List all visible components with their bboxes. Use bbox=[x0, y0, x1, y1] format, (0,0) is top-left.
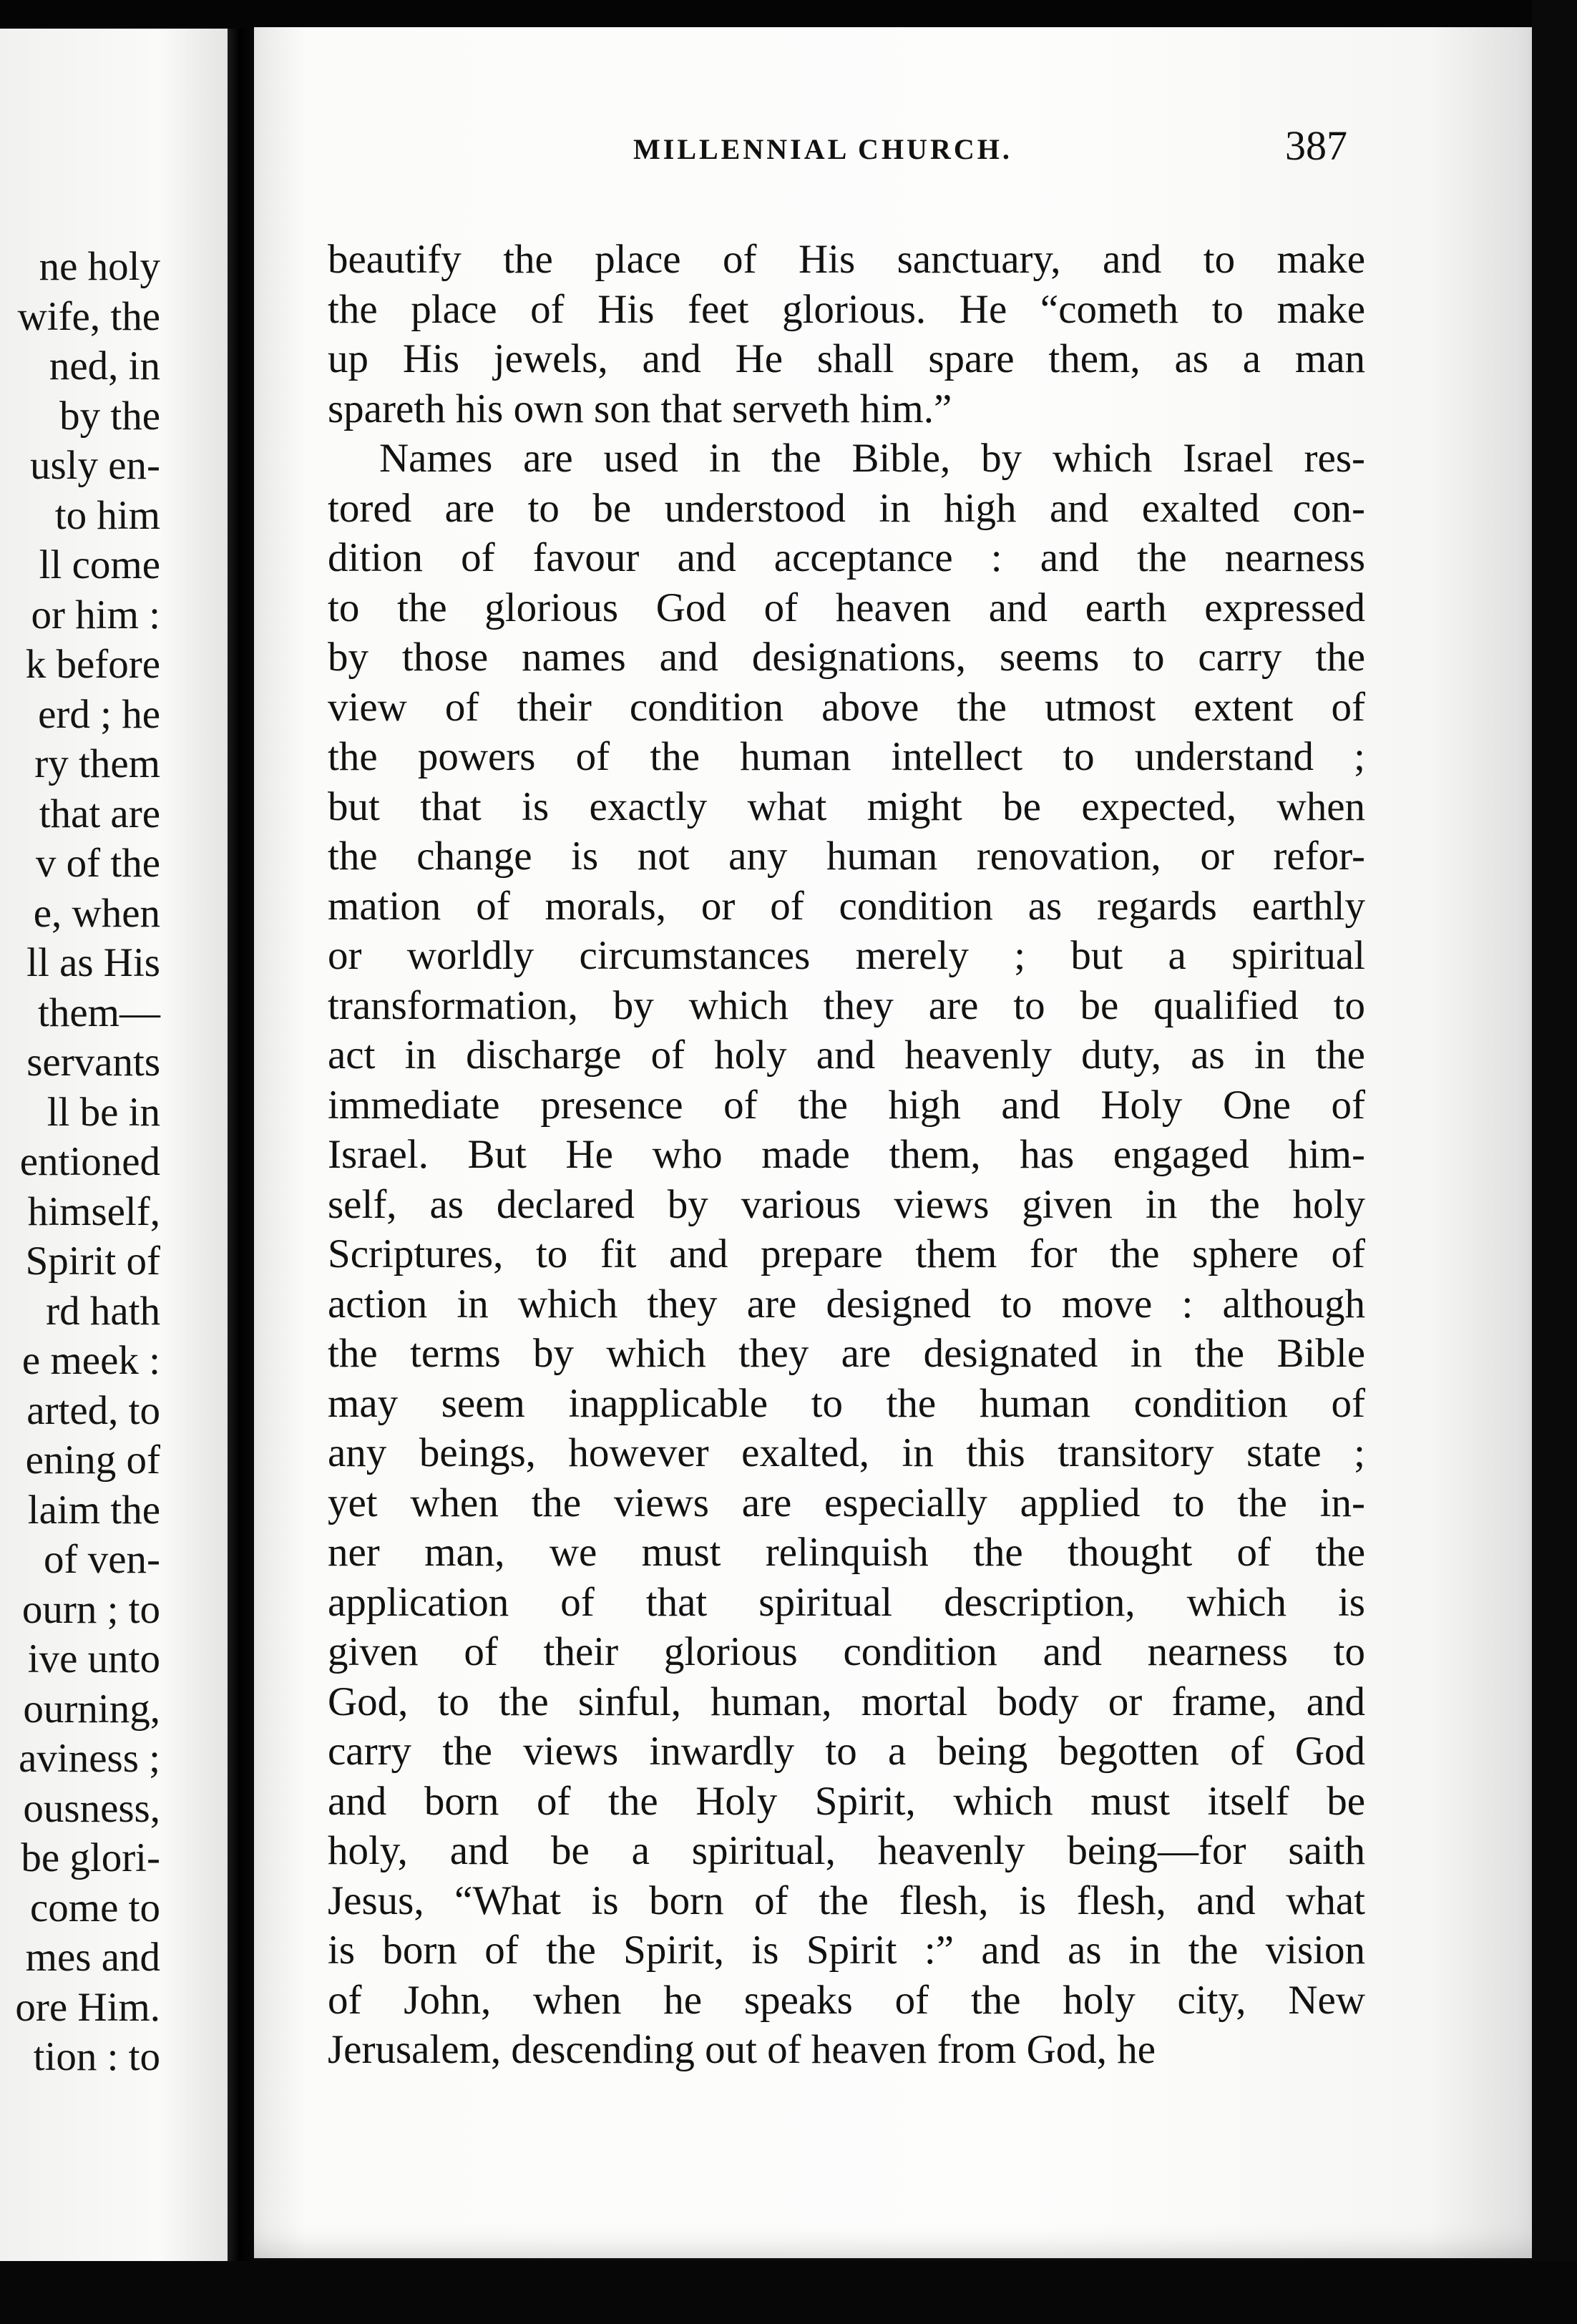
left-page-line: rd hath bbox=[46, 1288, 160, 1334]
body-line: application of that spiritual description, which is bbox=[328, 1579, 1365, 1625]
body-line: the terms by which they are designated in the Bible bbox=[328, 1331, 1365, 1376]
left-page-line: ll as His bbox=[26, 940, 160, 985]
body-line: up His jewels, and He shall spare them, as a man bbox=[328, 336, 1365, 381]
left-page-line: servants bbox=[26, 1040, 160, 1085]
body-line: or worldly circumstances merely ; but a spiritual bbox=[328, 933, 1365, 978]
body-line: immediate presence of the high and Holy One of bbox=[328, 1082, 1365, 1128]
left-page bbox=[0, 29, 228, 2268]
body-line: self, as declared by various views given in the holy bbox=[328, 1181, 1365, 1227]
body-line: view of their condition above the utmost extent of bbox=[328, 684, 1365, 730]
left-page-line: entioned bbox=[19, 1139, 160, 1184]
left-page-line: ne holy bbox=[39, 244, 160, 289]
body-line: carry the views inwardly to a being begotten of God bbox=[328, 1729, 1365, 1774]
body-line: may seem inapplicable to the human condition of bbox=[328, 1380, 1365, 1426]
body-line: Israel. But He who made them, has engaged him- bbox=[328, 1132, 1365, 1177]
left-page-line: mes and bbox=[25, 1935, 160, 1980]
left-page-line: of ven- bbox=[43, 1537, 160, 1582]
left-page-line: ourn ; to bbox=[21, 1586, 160, 1632]
left-page-line: ourning, bbox=[23, 1686, 160, 1732]
left-page-text bbox=[0, 242, 160, 2082]
book-gutter bbox=[228, 29, 258, 2324]
body-line: act in discharge of holy and heavenly duty, as in the bbox=[328, 1032, 1365, 1078]
body-line: Scriptures, to fit and prepare them for the sphere of bbox=[328, 1231, 1365, 1276]
scan-right-border bbox=[1532, 0, 1577, 2324]
body-line: holy, and be a spiritual, heavenly being—for saith bbox=[328, 1828, 1365, 1873]
left-page-line: ore Him. bbox=[15, 1984, 160, 2030]
left-page-line: aviness ; bbox=[19, 1736, 160, 1781]
body-line: of John, when he speaks of the holy city, New bbox=[328, 1977, 1365, 2023]
left-page-line: ousness, bbox=[23, 1785, 160, 1831]
left-page-line: them— bbox=[38, 990, 160, 1035]
left-page-line: or him : bbox=[31, 592, 160, 638]
left-page-line: Spirit of bbox=[25, 1239, 160, 1284]
body-line: transformation, by which they are to be qualified to bbox=[328, 982, 1365, 1028]
body-line: but that is exactly what might be expected, when bbox=[328, 783, 1365, 829]
body-line: any beings, however exalted, in this transitory state ; bbox=[328, 1430, 1365, 1475]
running-head: MILLENNIAL CHURCH. bbox=[633, 133, 1012, 165]
left-page-line: by the bbox=[59, 393, 160, 439]
left-page-line: himself, bbox=[27, 1188, 160, 1234]
left-page-line: to him bbox=[54, 492, 160, 538]
body-line: is born of the Spirit, is Spirit :” and as in the vision bbox=[328, 1928, 1365, 1973]
left-page-line: wife, the bbox=[17, 293, 160, 339]
body-line: mation of morals, or of condition as regards earthly bbox=[328, 883, 1365, 929]
body-line: ner man, we must relinquish the thought of the bbox=[328, 1530, 1365, 1575]
body-line: by those names and designations, seems to carry the bbox=[328, 635, 1365, 680]
right-page bbox=[254, 27, 1532, 2258]
body-line: the change is not any human renovation, or refor- bbox=[328, 834, 1365, 879]
body-line: to the glorious God of heaven and earth expressed bbox=[328, 585, 1365, 630]
body-line: given of their glorious condition and nearness to bbox=[328, 1629, 1365, 1674]
left-page-line: arted, to bbox=[26, 1387, 160, 1433]
left-page-line: ned, in bbox=[49, 343, 160, 389]
left-page-line: tion : to bbox=[33, 2034, 160, 2079]
body-line: beautify the place of His sanctuary, and to make bbox=[328, 237, 1365, 282]
left-page-line: e, when bbox=[33, 890, 160, 936]
page-number: 387 bbox=[1285, 122, 1347, 169]
left-page-line: ll be in bbox=[47, 1089, 160, 1135]
body-line: the place of His feet glorious. He “cometh to make bbox=[328, 286, 1365, 332]
left-page-line: laim the bbox=[27, 1487, 160, 1533]
body-line: action in which they are designed to move : although bbox=[328, 1281, 1365, 1327]
body-line: tored are to be understood in high and exalted con- bbox=[328, 485, 1365, 531]
left-page-line: ll come bbox=[39, 542, 160, 587]
left-page-line: come to bbox=[29, 1885, 160, 1930]
left-page-line: v of the bbox=[35, 841, 160, 886]
body-line: and born of the Holy Spirit, which must itself be bbox=[328, 1778, 1365, 1824]
left-page-line: ry them bbox=[34, 741, 160, 786]
left-page-line: erd ; he bbox=[38, 691, 160, 737]
left-page-line: usly en- bbox=[29, 443, 160, 488]
left-page-line: k before bbox=[25, 642, 160, 687]
left-page-line: ive unto bbox=[27, 1636, 160, 1681]
body-line: Names are used in the Bible, by which Israel res- bbox=[379, 436, 1365, 481]
body-line: yet when the views are especially applied to the in- bbox=[328, 1480, 1365, 1525]
body-line: God, to the sinful, human, mortal body or frame, and bbox=[328, 1679, 1365, 1724]
left-page-line: that are bbox=[39, 791, 160, 836]
body-line: Jerusalem, descending out of heaven from God, he bbox=[328, 2027, 1156, 2072]
body-line: the powers of the human intellect to understand ; bbox=[328, 734, 1365, 779]
body-line: dition of favour and acceptance : and the nearness bbox=[328, 535, 1365, 580]
left-page-line: be glori- bbox=[21, 1835, 160, 1880]
body-line: Jesus, “What is born of the flesh, is flesh, and what bbox=[328, 1878, 1365, 1923]
left-page-line: ening of bbox=[25, 1437, 160, 1483]
scan-bottom-border bbox=[0, 2261, 1577, 2324]
body-text bbox=[328, 235, 1365, 2075]
body-line: spareth his own son that serveth him.” bbox=[328, 386, 952, 431]
left-page-line: e meek : bbox=[21, 1338, 160, 1383]
